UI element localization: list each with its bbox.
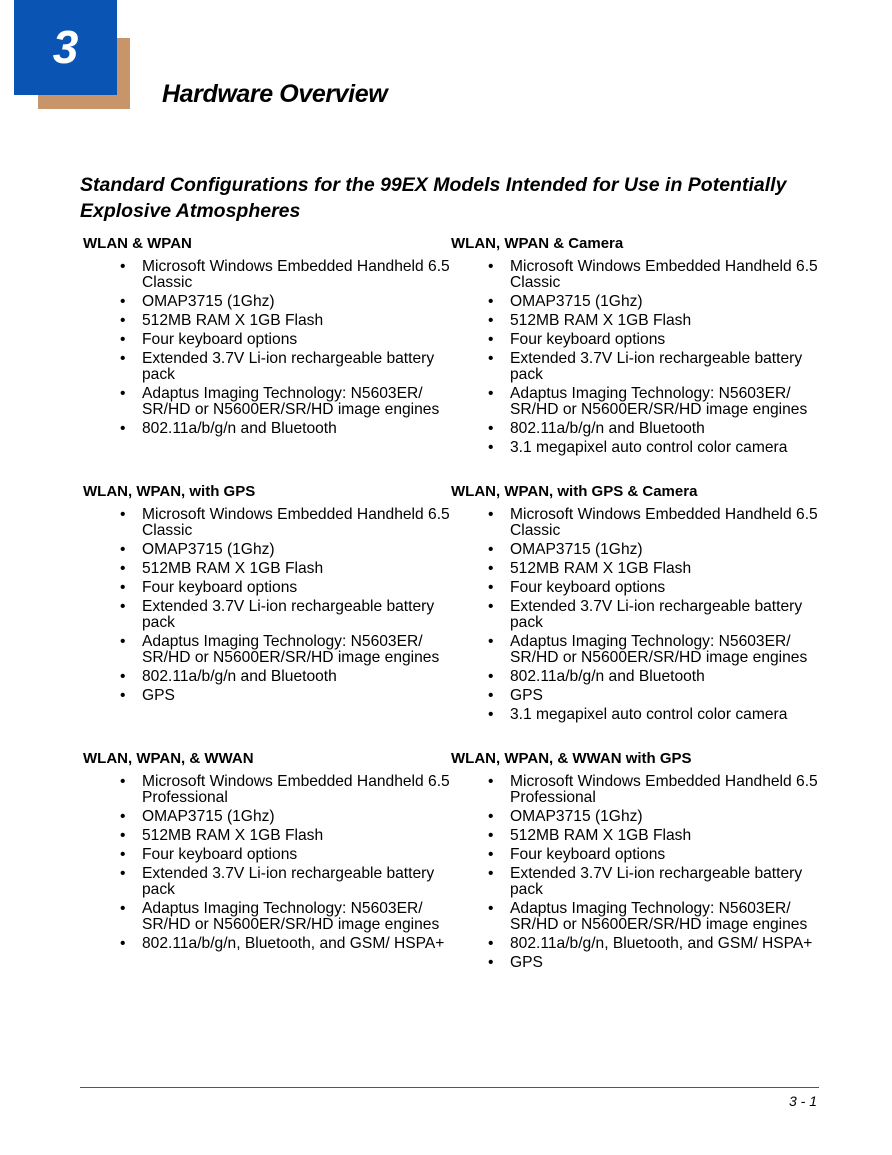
config-heading: WLAN & WPAN — [83, 235, 192, 252]
list-item: • Microsoft Windows Embedded Handheld 6.5 Professional — [142, 774, 450, 806]
list-item: • GPS — [510, 955, 818, 971]
list-item: • Extended 3.7V Li-ion rechargeable battery pack — [142, 351, 450, 383]
list-item: • Extended 3.7V Li-ion rechargeable battery pack — [142, 866, 450, 898]
list-item: • Microsoft Windows Embedded Handheld 6.5 Classic — [510, 507, 818, 539]
list-item: • Four keyboard options — [142, 580, 450, 596]
list-item: • Extended 3.7V Li-ion rechargeable battery pack — [510, 599, 818, 631]
list-item: • Extended 3.7V Li-ion rechargeable battery pack — [510, 351, 818, 383]
page-number: 3 - 1 — [788, 1093, 817, 1109]
list-item: • 3.1 megapixel auto control color camera — [510, 440, 818, 456]
list-item: • 802.11a/b/g/n and Bluetooth — [510, 421, 818, 437]
chapter-number-badge: 3 — [14, 0, 117, 95]
list-item: • OMAP3715 (1Ghz) — [510, 542, 818, 558]
list-item: • Four keyboard options — [510, 847, 818, 863]
list-item: • 512MB RAM X 1GB Flash — [510, 313, 818, 329]
footer-divider — [80, 1087, 819, 1088]
feature-list — [80, 507, 450, 704]
list-item: • Microsoft Windows Embedded Handheld 6.5 Classic — [142, 259, 450, 291]
list-item: • GPS — [142, 688, 450, 704]
list-item: • 802.11a/b/g/n, Bluetooth, and GSM/ HSPA+ — [510, 936, 818, 952]
list-item: • Adaptus Imaging Technology: N5603ER/ SR/HD or N5600ER/SR/HD image engines — [510, 634, 818, 666]
chapter-title: Hardware Overview — [162, 80, 388, 108]
list-item: • 802.11a/b/g/n, Bluetooth, and GSM/ HSPA+ — [142, 936, 450, 952]
config-wlan-wpan-camera — [448, 235, 818, 459]
config-wlan-wpan-gps — [80, 483, 450, 707]
list-item: • Microsoft Windows Embedded Handheld 6.5 Professional — [510, 774, 818, 806]
list-item: • Adaptus Imaging Technology: N5603ER/ SR/HD or N5600ER/SR/HD image engines — [142, 634, 450, 666]
config-heading: WLAN, WPAN & Camera — [451, 235, 624, 252]
list-item: • 512MB RAM X 1GB Flash — [142, 828, 450, 844]
feature-list — [80, 259, 450, 437]
list-item: • OMAP3715 (1Ghz) — [510, 294, 818, 310]
list-item: • Adaptus Imaging Technology: N5603ER/ SR/HD or N5600ER/SR/HD image engines — [142, 901, 450, 933]
feature-list — [448, 507, 818, 723]
config-heading: WLAN, WPAN, with GPS — [83, 483, 256, 500]
list-item: • 512MB RAM X 1GB Flash — [142, 561, 450, 577]
list-item: • Microsoft Windows Embedded Handheld 6.5 Classic — [510, 259, 818, 291]
list-item: • Four keyboard options — [142, 847, 450, 863]
config-heading: WLAN, WPAN, with GPS & Camera — [451, 483, 698, 500]
config-heading: WLAN, WPAN, & WWAN — [83, 750, 254, 767]
list-item: • Extended 3.7V Li-ion rechargeable battery pack — [510, 866, 818, 898]
list-item: • Extended 3.7V Li-ion rechargeable battery pack — [142, 599, 450, 631]
list-item: • 802.11a/b/g/n and Bluetooth — [510, 669, 818, 685]
list-item: • 802.11a/b/g/n and Bluetooth — [142, 421, 450, 437]
config-wlan-wpan-gps-camera — [448, 483, 818, 726]
list-item: • Microsoft Windows Embedded Handheld 6.5 Classic — [142, 507, 450, 539]
list-item: • Adaptus Imaging Technology: N5603ER/ SR/HD or N5600ER/SR/HD image engines — [142, 386, 450, 418]
list-item: • 512MB RAM X 1GB Flash — [510, 561, 818, 577]
list-item: • OMAP3715 (1Ghz) — [142, 809, 450, 825]
list-item: • 512MB RAM X 1GB Flash — [142, 313, 450, 329]
feature-list — [448, 774, 818, 971]
list-item: • OMAP3715 (1Ghz) — [142, 294, 450, 310]
list-item: • OMAP3715 (1Ghz) — [142, 542, 450, 558]
list-item: • 512MB RAM X 1GB Flash — [510, 828, 818, 844]
section-title: Standard Configurations for the 99EX Models Intended for Use in Potentially Explosive Atmospheres — [80, 174, 787, 222]
config-wlan-wpan — [80, 235, 450, 440]
list-item: • 802.11a/b/g/n and Bluetooth — [142, 669, 450, 685]
list-item: • Four keyboard options — [510, 580, 818, 596]
list-item: • OMAP3715 (1Ghz) — [510, 809, 818, 825]
config-wlan-wpan-wwan-gps — [448, 750, 818, 974]
feature-list — [80, 774, 450, 952]
list-item: • Four keyboard options — [142, 332, 450, 348]
feature-list — [448, 259, 818, 456]
list-item: • Adaptus Imaging Technology: N5603ER/ SR/HD or N5600ER/SR/HD image engines — [510, 901, 818, 933]
list-item: • Adaptus Imaging Technology: N5603ER/ SR/HD or N5600ER/SR/HD image engines — [510, 386, 818, 418]
config-heading: WLAN, WPAN, & WWAN with GPS — [451, 750, 692, 767]
list-item: • 3.1 megapixel auto control color camera — [510, 707, 818, 723]
list-item: • GPS — [510, 688, 818, 704]
list-item: • Four keyboard options — [510, 332, 818, 348]
config-wlan-wpan-wwan — [80, 750, 450, 955]
